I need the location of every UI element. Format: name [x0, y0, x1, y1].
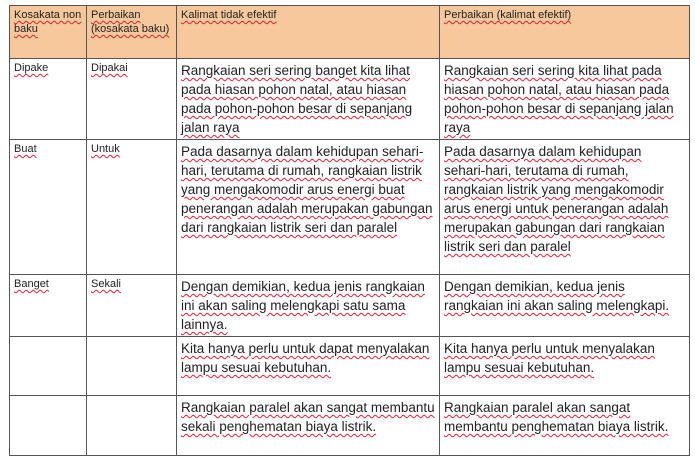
- header-kalimat-tidak-efektif: Kalimat tidak efektif: [177, 6, 440, 59]
- cell-kalimat-efektif: Pada dasarnya dalam kehidupan sehari-hari, terutama di rumah, rangkaian listrik yang mengakomodir arus energi untuk penerangan adalah merupakan gabungan dari rangkaian listrik seri dan paralel: [440, 140, 690, 275]
- table-row: [10, 275, 690, 337]
- table-row: [10, 337, 690, 396]
- header-row: [10, 6, 690, 59]
- cell-baku: Untuk: [87, 140, 177, 275]
- cell-kalimat-efektif: Kita hanya perlu untuk menyalakan lampu sesuai kebutuhan.: [440, 337, 690, 396]
- cell-kalimat-tidak-efektif: Rangkaian seri sering banget kita lihat pada hiasan pohon natal, atau hiasan pada pohon-pohon besar di sepanjang jalan raya: [177, 59, 440, 140]
- cell-non-baku: Banget: [10, 275, 87, 337]
- cell-baku: Dipakai: [87, 59, 177, 140]
- cell-non-baku: Buat: [10, 140, 87, 275]
- cell-non-baku: [10, 337, 87, 396]
- table-row: [10, 59, 690, 140]
- table-row: [10, 140, 690, 275]
- cell-kalimat-efektif: Rangkaian paralel akan sangat membantu penghematan biaya listrik.: [440, 396, 690, 456]
- cell-baku: Sekali: [87, 275, 177, 337]
- table-row: [10, 396, 690, 456]
- cell-non-baku: [10, 396, 87, 456]
- cell-baku: [87, 337, 177, 396]
- cell-kalimat-tidak-efektif: Rangkaian paralel akan sangat membantu sekali penghematan biaya listrik.: [177, 396, 440, 456]
- vocabulary-correction-table: [9, 5, 690, 456]
- header-perbaikan-kalimat-efektif: Perbaikan (kalimat efektif): [440, 6, 690, 59]
- cell-kalimat-efektif: Dengan demikian, kedua jenis rangkaian ini akan saling melengkapi.: [440, 275, 690, 337]
- cell-kalimat-efektif: Rangkaian seri sering kita lihat pada hiasan pohon natal, atau hiasan pada pohon-pohon besar di sepanjang jalan raya: [440, 59, 690, 140]
- cell-kalimat-tidak-efektif: Pada dasarnya dalam kehidupan sehari-hari, terutama di rumah, rangkaian listrik yang mengakomodir arus energi buat penerangan adalah merupakan gabungan dari rangkaian listrik seri dan paralel: [177, 140, 440, 275]
- cell-baku: [87, 396, 177, 456]
- cell-non-baku: Dipake: [10, 59, 87, 140]
- cell-kalimat-tidak-efektif: Dengan demikian, kedua jenis rangkaian ini akan saling melengkapi satu sama lainnya.: [177, 275, 440, 337]
- cell-kalimat-tidak-efektif: Kita hanya perlu untuk dapat menyalakan lampu sesuai kebutuhan.: [177, 337, 440, 396]
- header-kosakata-non-baku: Kosakata non baku: [10, 6, 87, 59]
- header-perbaikan-kosakata-baku: Perbaikan (kosakata baku): [87, 6, 177, 59]
